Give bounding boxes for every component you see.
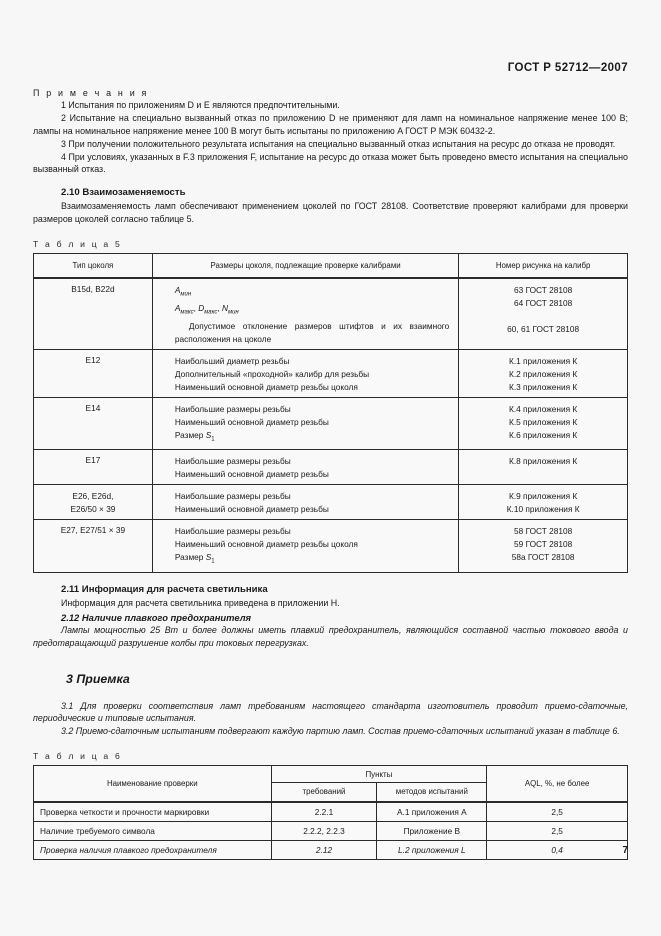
table-row <box>34 841 628 860</box>
table-6-cell-name: Проверка четкости и прочности маркировки <box>34 802 272 822</box>
table-6-cell-requirement: 2.2.1 <box>271 802 377 822</box>
table-6-cell-aql: 2,5 <box>487 802 628 822</box>
table-6-cell-requirement: 2.12 <box>271 841 377 860</box>
section-heading-2-11: 2.11 Информация для расчета светильника <box>61 583 268 595</box>
figure-line: К.2 приложения К <box>509 368 578 379</box>
table-row <box>34 485 628 520</box>
table-5-cell-dims <box>152 485 458 520</box>
dim-line: Наименьший основной диаметр резьбы <box>174 504 329 515</box>
type-line: E26/50 × 39 <box>70 504 116 515</box>
table-5 <box>33 253 628 573</box>
table-6-cell-method: А.1 приложения А <box>377 802 487 822</box>
figure-line: К.6 приложения К <box>509 429 578 440</box>
dim-line: Допустимое отклонение размеров штифтов и их взаимного расположения на цоколе <box>174 320 450 344</box>
figure-spacer <box>464 310 622 323</box>
figure-line: 64 ГОСТ 28108 <box>514 298 573 309</box>
dim-line: Наименьший основной диаметр резьбы цоколя <box>174 381 358 392</box>
table-6-caption: Т а б л и ц а 6 <box>33 751 122 762</box>
table-6-cell-name: Проверка наличия плавкого предохранителя <box>34 841 272 860</box>
table-5-cell-dims <box>152 450 458 485</box>
figure-line: К.1 приложения К <box>509 355 578 366</box>
figure-line: К.4 приложения К <box>509 403 578 414</box>
dim-line: Наибольший диаметр резьбы <box>174 355 290 366</box>
table-row <box>34 802 628 822</box>
table-6-header-row-1 <box>34 766 628 783</box>
note-item-3: 3 При получении положительного результата испытания на специально вызванный отказ испытания на ресурс до отказа не проводят. <box>61 138 616 149</box>
table-5-col-header-dims: Размеры цоколя, подлежащие проверке калибрами <box>152 254 458 279</box>
table-6-cell-method: L.2 приложения L <box>377 841 487 860</box>
note-item-4: 4 При условиях, указанных в F.3 приложения F, испытание на ресурс до отказа может быть проведено вместо испытания на специально вызванный отказ. <box>33 151 628 175</box>
figure-line: 63 ГОСТ 28108 <box>514 285 573 296</box>
dim-line: Наименьший основной диаметр резьбы цоколя <box>174 539 358 550</box>
table-6-col-header-aql: AQL, %, не более <box>487 766 628 803</box>
section-text-2-12: Лампы мощностью 25 Вт и более должны иметь плавкий предохранитель, являющийся составной частью токового ввода и предотвращающий разрушение колбы при токовых перегрузках. <box>33 625 628 649</box>
subscript-min: мин <box>180 291 192 298</box>
table-6-col-header-group: Пункты <box>271 766 487 783</box>
subscript-s-index: 1 <box>211 436 215 443</box>
section-text-2-10: Взаимозаменяемость ламп обеспечивают применением цоколей по ГОСТ 28108. Соответствие проверяют калибрами для проверки размеров цоколей согласно таблице 5. <box>33 201 628 224</box>
dim-line: Дополнительный «проходной» калибр для резьбы <box>174 368 370 379</box>
table-6-cell-name: Наличие требуемого символа <box>34 822 272 841</box>
dim-line: Наименьший основной диаметр резьбы <box>174 469 329 480</box>
table-5-col-header-type: Тип цоколя <box>34 254 153 279</box>
table-5-cell-figure <box>459 485 628 520</box>
table-5-cell-figure <box>459 349 628 397</box>
table-5-cell-type: B15d, B22d <box>34 278 153 349</box>
table-6-col-header-methods: методов испытаний <box>377 783 487 803</box>
dim-line: $A_{мин}$ <box>174 285 192 298</box>
dim-line: Размер $S_1$ <box>174 552 215 565</box>
figure-line: 58a ГОСТ 28108 <box>511 552 575 563</box>
dim-line: Наибольшие размеры резьбы <box>174 491 291 502</box>
table-6-col-header-name: Наименование проверки <box>34 766 272 803</box>
notes-block <box>33 88 628 176</box>
table-row <box>34 278 628 349</box>
table-5-cell-dims <box>152 349 458 397</box>
table-5-header-row <box>34 254 628 279</box>
dim-line: Размер $S_1$ <box>174 429 215 443</box>
section-text-3-2: 3.2 Приемо-сдаточным испытаниям подвергают каждую партию ламп. Состав приемо-сдаточных испытаний указан в таблице 6. <box>61 725 620 736</box>
document-header-standard-id: ГОСТ Р 52712—2007 <box>507 62 628 74</box>
table-5-caption: Т а б л и ц а 5 <box>33 239 122 250</box>
figure-line: К.5 приложения К <box>509 416 578 427</box>
table-5-cell-dims <box>152 278 458 349</box>
subscript-s-index: 1 <box>211 558 215 565</box>
table-5-cell-figure <box>459 397 628 450</box>
table-6-cell-aql: 0,4 <box>487 841 628 860</box>
figure-line: К.8 приложения К <box>509 456 578 467</box>
table-row <box>34 822 628 841</box>
table-5-cell-figure <box>459 520 628 573</box>
table-6 <box>33 765 628 860</box>
figure-line: 60, 61 ГОСТ 28108 <box>507 324 580 335</box>
section-text-3-1: 3.1 Для проверки соответствия ламп требованиям настоящего стандарта изготовитель проводит приемо-сдаточные, периодические и типовые испытания. <box>33 700 628 724</box>
table-5-cell-type: E17 <box>34 450 153 485</box>
type-line: E26, E26d, <box>72 491 114 502</box>
table-6-col-header-requirements: требований <box>271 783 377 803</box>
table-row <box>34 450 628 485</box>
table-5-cell-figure <box>459 278 628 349</box>
figure-line: К.10 приложения К <box>506 504 580 515</box>
table-5-cell-dims <box>152 520 458 573</box>
note-item-1: 1 Испытания по приложениям D и E являются предпочтительными. <box>61 100 340 110</box>
notes-title: П р и м е ч а н и я <box>33 88 149 98</box>
dim-line: Наибольшие размеры резьбы <box>174 456 291 467</box>
table-5-cell-figure <box>459 450 628 485</box>
table-5-cell-type: E12 <box>34 349 153 397</box>
dim-line: Наибольшие размеры резьбы <box>174 526 291 537</box>
figure-line: К.3 приложения К <box>509 381 578 392</box>
table-row <box>34 397 628 450</box>
table-5-col-header-figure: Номер рисунка на калибр <box>459 254 628 279</box>
figure-line: 58 ГОСТ 28108 <box>514 526 573 537</box>
section-heading-2-10: 2.10 Взаимозаменяемость <box>61 187 186 199</box>
figure-line: К.9 приложения К <box>509 491 578 502</box>
section-text-2-11: Информация для расчета светильника приведена в приложении H. <box>61 597 340 608</box>
dim-line: $A_{макс}$, $D_{макс}$, $N_{мин}$ <box>174 302 239 316</box>
section-heading-3: 3 Приемка <box>66 671 130 686</box>
table-row <box>34 349 628 397</box>
figure-line: 59 ГОСТ 28108 <box>514 539 573 550</box>
table-5-cell-type: E14 <box>34 397 153 450</box>
table-5-cell-dims <box>152 397 458 450</box>
note-item-2: 2 Испытание на специально вызванный отказ по приложению D не применяют для ламп на номинальное напряжение менее 100 В; лампы на номинальное напряжение менее 100 В могут быть испытаны по приложению A ГОСТ Р МЭК 60432-2. <box>33 113 628 136</box>
page-number: 7 <box>622 845 628 856</box>
page-content <box>33 88 628 860</box>
table-6-cell-method: Приложение B <box>377 822 487 841</box>
table-6-cell-requirement: 2.2.2, 2.2.3 <box>271 822 377 841</box>
section-heading-2-12: 2.12 Наличие плавкого предохранителя <box>61 612 252 624</box>
dim-line: Наибольшие размеры резьбы <box>174 403 291 414</box>
table-6-cell-aql: 2,5 <box>487 822 628 841</box>
table-row <box>34 520 628 573</box>
dim-line: Наименьший основной диаметр резьбы <box>174 416 329 427</box>
table-5-cell-type <box>34 485 153 520</box>
table-5-cell-type: E27, E27/51 × 39 <box>34 520 153 573</box>
